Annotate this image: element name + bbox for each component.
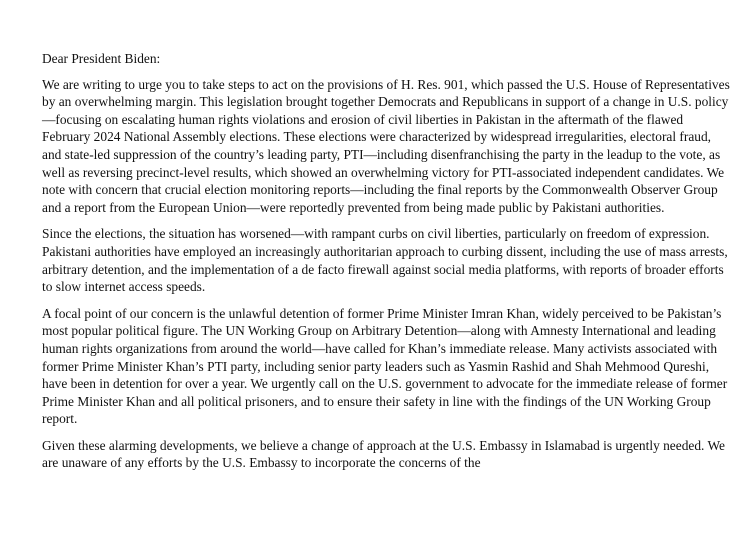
paragraph-1: We are writing to urge you to take steps to act on the provisions of H. Res. 901, which passed the U.S. House of Representatives by an overwhelming margin. This legislation brought together Democrats and Republicans in support of a change in U.S. policy—focusing on escalating human rights violations and erosion of civil liberties in Pakistan in the aftermath of the flawed February 2024 National Assembly elections. These elections were characterized by widespread irregularities, electoral fraud, and state-led suppression of the country’s leading party, PTI—including disenfranchising the party in the leadup to the vote, as well as reversing precinct-level results, which showed an overwhelming victory for PTI-associated independent candidates. We note with concern that crucial election monitoring reports—including the final reports by the Commonwealth Observer Group and a report from the European Union—were reportedly prevented from being made public by Pakistani authorities. (42, 76, 730, 215)
paragraph-2: Since the elections, the situation has worsened—with rampant curbs on civil liberties, particularly on freedom of expression. Pakistani authorities have employed an increasingly authoritarian approach to curbing dissent, including the use of mass arrests, arbitrary detention, and the implementation of a de facto firewall against social media platforms, with reports of broader efforts to slow internet access speeds. (42, 226, 728, 295)
paragraph-4: Given these alarming developments, we believe a change of approach at the U.S. Embassy in Islamabad is urgently needed. We are unaware of any efforts by the U.S. Embassy to incorporate the concerns of the (42, 437, 725, 471)
salutation: Dear President Biden: (42, 51, 161, 66)
paragraph-3: A focal point of our concern is the unlawful detention of former Prime Minister Imran Khan, widely perceived to be Pakistan’s most popular political figure. The UN Working Group on Arbitrary Detention—along with Amnesty International and leading human rights organizations from around the world—have called for Khan’s immediate release. Many activists associated with former Prime Minister Khan’s PTI party, including senior party leaders such as Yasmin Rashid and Shah Mehmood Qureshi, have been in detention for over a year. We urgently call on the U.S. government to advocate for the immediate release of former Prime Minister Khan and all political prisoners, and to ensure their safety in line with the findings of the UN Working Group report. (42, 305, 728, 427)
letter-body (42, 50, 732, 481)
